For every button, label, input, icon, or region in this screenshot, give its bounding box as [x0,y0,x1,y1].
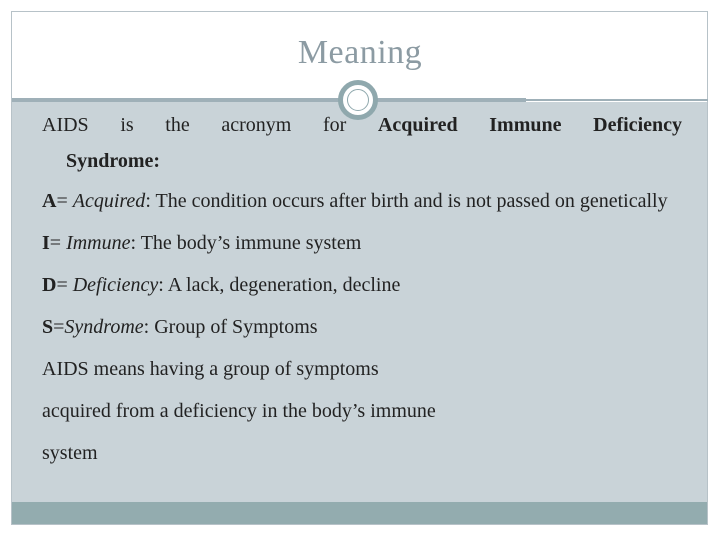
slide-content [42,112,682,466]
intro-bold-term: Acquired Immune Deficiency [377,114,682,136]
slide-title: Meaning [297,34,423,71]
definition-letter: I [42,232,50,254]
definition-term: Syndrome [64,316,144,338]
summary-line-3: system [42,442,98,464]
definition-syndrome [42,314,682,340]
definition-equals: = [56,190,73,212]
definition-immune [42,230,682,256]
intro-line [42,112,682,138]
title-divider-right [526,99,708,101]
definition-text: : A lack, degeneration, decline [158,274,401,296]
definition-equals: = [53,316,65,338]
definition-term: Immune [66,232,131,254]
intro-continuation: Syndrome: [66,150,161,172]
definition-term: Acquired [72,190,146,212]
intro-prefix: AIDS is the acronym for [42,114,378,136]
summary-line-1: AIDS means having a group of symptoms [42,358,379,380]
definition-text: : The body’s immune system [130,232,362,254]
title-divider [12,98,526,102]
definition-text: : The condition occurs after birth and is not passed on genetically [145,190,668,212]
definition-text: : Group of Symptoms [143,316,318,338]
definition-acquired [42,188,682,214]
definition-equals: = [49,232,67,254]
definition-equals: = [56,274,73,296]
definition-term: Deficiency [72,274,159,296]
definition-letter: D [42,274,57,296]
definition-letter: A [42,190,57,212]
definition-letter: S [42,316,54,338]
summary-line-2: acquired from a deficiency in the body’s immune [42,400,436,422]
definition-deficiency [42,272,682,298]
